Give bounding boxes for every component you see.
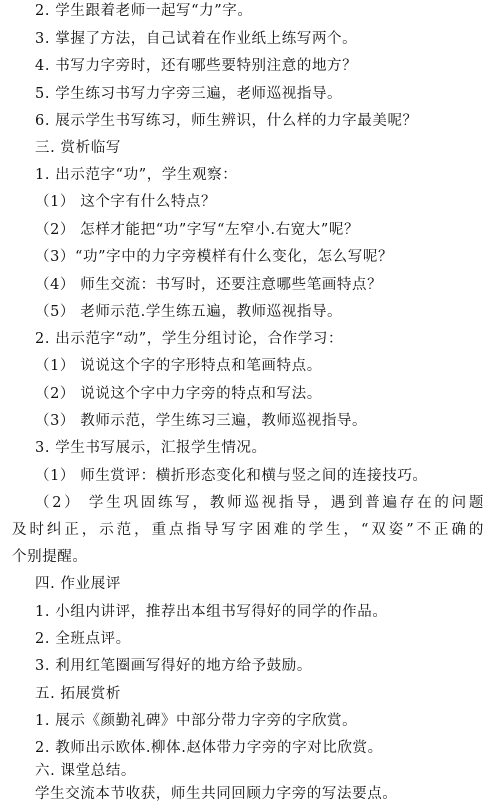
text-line: 3. 掌握了方法，自己试着在作业纸上练写两个。 bbox=[35, 31, 358, 47]
text-line: （4） 师生交流：书写时，还要注意哪些笔画特点？ bbox=[35, 277, 383, 293]
text-line: （3）“功”字中的力字旁模样有什么变化，怎么写呢？ bbox=[35, 249, 394, 265]
text-line: 1. 展示《颜勤礼碑》中部分带力字旁的字欣赏。 bbox=[35, 713, 358, 729]
text-line: 2. 教师出示欧体.柳体.赵体带力字旁的字对比欣赏。 bbox=[35, 740, 383, 756]
text-line: （1） 这个字有什么特点？ bbox=[35, 194, 217, 210]
text-line: （2） 学生巩固练写，教师巡视指导，遇到普遍存在的问题 bbox=[35, 495, 484, 511]
text-line: 及时纠正，示范，重点指导写字困难的学生，“双姿”不正确的 bbox=[12, 522, 484, 538]
section-heading: 四. 作业展评 bbox=[35, 576, 121, 592]
text-line: 3. 学生书写展示，汇报学生情况。 bbox=[35, 440, 267, 456]
text-line: 2. 全班点评。 bbox=[35, 631, 131, 647]
text-line: （5） 老师示范.学生练五遍，教师巡视指导。 bbox=[35, 304, 343, 320]
text-line: 4. 书写力字旁时，还有哪些要特别注意的地方？ bbox=[35, 58, 358, 74]
text-line: （2） 怎样才能把“功”字写“左窄小.右宽大”呢？ bbox=[35, 222, 360, 238]
text-line: 2. 学生跟着老师一起写“力”字。 bbox=[35, 3, 253, 19]
text-line: 3. 利用红笔圈画写得好的地方给予鼓励。 bbox=[35, 658, 312, 674]
text-line: （1） 说说这个字的字形特点和笔画特点。 bbox=[35, 358, 322, 374]
text-line: （3） 教师示范，学生练习三遍，教师巡视指导。 bbox=[35, 413, 368, 429]
text-line: 5. 学生练习书写力字旁三遍，老师巡视指导。 bbox=[35, 86, 343, 102]
text-line: （2） 说说这个字中力字旁的特点和写法。 bbox=[35, 386, 322, 402]
section-heading: 五. 拓展赏析 bbox=[35, 686, 121, 702]
text-line: 学生交流本节收获，师生共同回顾力字旁的写法要点。 bbox=[35, 786, 398, 802]
text-line: 2. 出示范字“动”，学生分组讨论，合作学习： bbox=[35, 331, 344, 347]
section-heading: 六. 课堂总结。 bbox=[35, 763, 137, 779]
text-line: 1. 小组内讲评，推荐出本组书写得好的同学的作品。 bbox=[35, 604, 388, 620]
text-line: 1. 出示范字“功”，学生观察： bbox=[35, 167, 238, 183]
text-line: （1） 师生赏评：横折形态变化和横与竖之间的连接技巧。 bbox=[35, 468, 428, 484]
text-line: 6. 展示学生书写练习，师生辨识，什么样的力字最美呢？ bbox=[35, 113, 418, 129]
section-heading: 三. 赏析临写 bbox=[35, 140, 121, 156]
text-line: 个别提醒。 bbox=[12, 549, 88, 565]
